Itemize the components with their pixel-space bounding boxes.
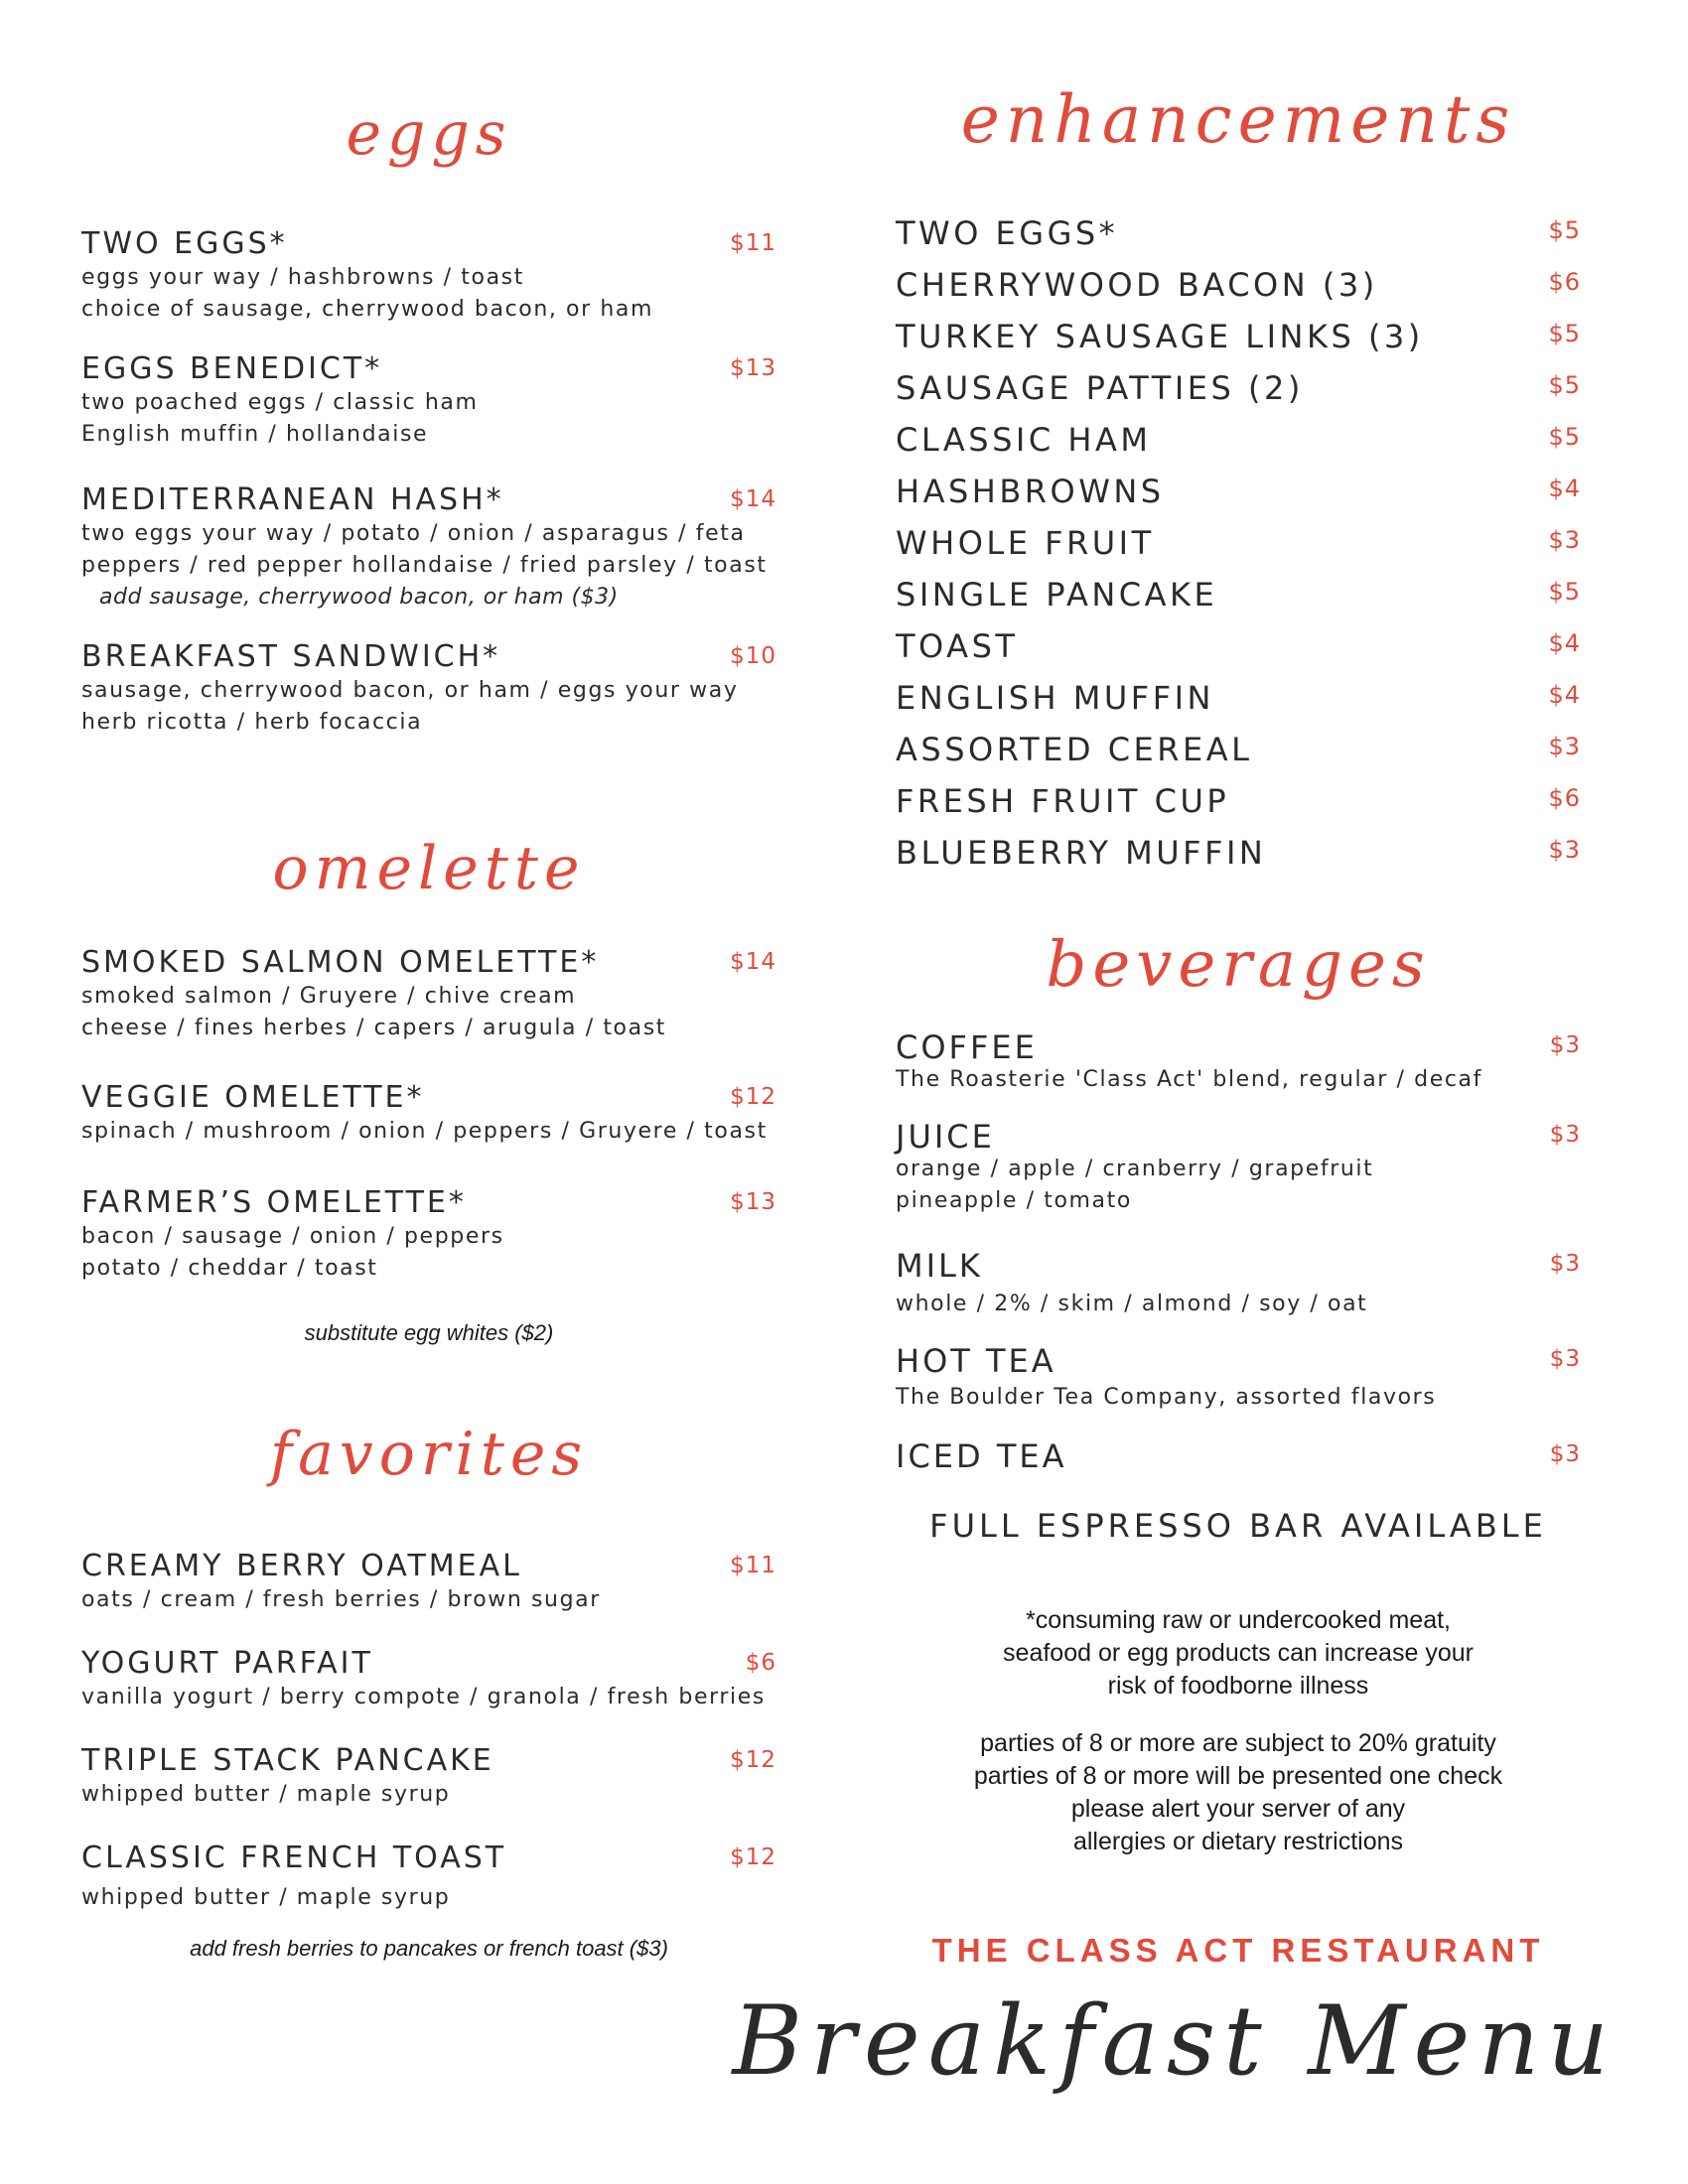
item-price: $3	[1549, 1441, 1581, 1467]
item-description: spinach / mushroom / onion / peppers / Gruyere / toast	[81, 1119, 768, 1144]
enhancements-heading: enhancements	[960, 81, 1516, 158]
item-name: ICED TEA	[896, 1437, 1067, 1475]
beverage-item	[896, 1247, 1581, 1320]
item-description: sausage, cherrywood bacon, or ham / eggs your way	[81, 678, 739, 703]
item-price: $6	[1548, 268, 1581, 296]
enhancement-item	[896, 524, 1581, 564]
enhancement-item	[896, 627, 1581, 667]
item-price: $5	[1548, 371, 1581, 399]
enhancement-item	[896, 214, 1581, 254]
item-price: $13	[730, 1189, 776, 1215]
item-price: $5	[1548, 320, 1581, 347]
item-description: peppers / red pepper hollandaise / fried parsley / toast	[81, 553, 768, 578]
menu-item	[81, 1080, 776, 1148]
item-description: whipped butter / maple syrup	[81, 1782, 451, 1807]
item-price: $6	[745, 1650, 776, 1676]
item-name: TWO EGGS*	[81, 226, 288, 261]
item-price: $11	[730, 1553, 776, 1578]
item-name: BLUEBERRY MUFFIN	[896, 834, 1267, 872]
item-name: FARMER’S OMELETTE*	[81, 1185, 467, 1220]
item-description: cheese / fines herbes / capers / arugula / toast	[81, 1016, 666, 1040]
menu-item	[81, 1549, 776, 1616]
enhancement-item	[896, 266, 1581, 306]
policy-line: allergies or dietary restrictions	[1072, 1828, 1404, 1855]
item-price: $3	[1549, 1251, 1581, 1277]
enhancement-item	[896, 576, 1581, 615]
item-price: $11	[730, 230, 776, 256]
item-name: WHOLE FRUIT	[896, 524, 1155, 562]
item-name: MILK	[896, 1247, 983, 1285]
item-price: $12	[730, 1844, 776, 1870]
item-addon-note: add sausage, cherrywood bacon, or ham ($3)	[99, 585, 619, 610]
enhancement-item	[896, 369, 1581, 409]
item-description: bacon / sausage / onion / peppers	[81, 1224, 504, 1249]
favorites-note: add fresh berries to pancakes or french toast ($3)	[190, 1936, 668, 1961]
item-price: $3	[1548, 733, 1581, 760]
menu-item	[81, 945, 776, 1044]
item-description: whipped butter / maple syrup	[81, 1885, 451, 1910]
item-price: $4	[1548, 475, 1581, 502]
item-name: FRESH FRUIT CUP	[896, 782, 1230, 820]
omelette-note: substitute egg whites ($2)	[304, 1320, 554, 1345]
disclaimer-line: *consuming raw or undercooked meat,	[1025, 1606, 1451, 1634]
item-price: $5	[1548, 216, 1581, 244]
menu-item	[81, 1743, 776, 1811]
item-description: English muffin / hollandaise	[81, 422, 429, 447]
beverages-heading: beverages	[1046, 928, 1431, 1002]
item-name: ENGLISH MUFFIN	[896, 679, 1214, 717]
item-name: EGGS BENEDICT*	[81, 351, 383, 386]
item-description: eggs your way / hashbrowns / toast	[81, 265, 524, 290]
item-price: $3	[1548, 526, 1581, 554]
item-name: JUICE	[896, 1118, 995, 1156]
menu-item	[81, 1646, 776, 1713]
enhancement-item	[896, 318, 1581, 357]
item-description: pineapple / tomato	[896, 1188, 1132, 1213]
beverage-item	[896, 1028, 1581, 1096]
item-price: $3	[1548, 836, 1581, 864]
item-price: $3	[1549, 1122, 1581, 1148]
menu-item	[81, 1841, 776, 1914]
item-name: CLASSIC HAM	[896, 421, 1152, 459]
item-name: VEGGIE OMELETTE*	[81, 1080, 425, 1115]
item-price: $5	[1548, 578, 1581, 606]
item-name: CHERRYWOOD BACON (3)	[896, 266, 1378, 304]
item-price: $10	[730, 643, 776, 669]
item-price: $4	[1548, 629, 1581, 657]
item-price: $6	[1548, 784, 1581, 812]
beverage-item	[896, 1118, 1581, 1217]
item-description: choice of sausage, cherrywood bacon, or ham	[81, 297, 654, 322]
omelette-heading: omelette	[272, 834, 586, 903]
menu-item	[81, 482, 776, 614]
beverage-item	[896, 1437, 1581, 1473]
menu-item	[81, 351, 776, 451]
item-price: $12	[730, 1747, 776, 1773]
item-name: MEDITERRANEAN HASH*	[81, 482, 504, 517]
enhancement-item	[896, 731, 1581, 770]
item-description: orange / apple / cranberry / grapefruit	[896, 1157, 1374, 1181]
item-name: TOAST	[896, 627, 1019, 665]
item-description: smoked salmon / Gruyere / chive cream	[81, 984, 577, 1009]
menu-title: Breakfast Menu	[732, 1985, 1617, 2097]
item-description: two poached eggs / classic ham	[81, 390, 479, 415]
restaurant-name: THE CLASS ACT RESTAURANT	[931, 1932, 1545, 1969]
favorites-heading: favorites	[269, 1420, 589, 1489]
item-name: HOT TEA	[896, 1342, 1056, 1380]
item-name: SINGLE PANCAKE	[896, 576, 1218, 614]
item-price: $12	[730, 1084, 776, 1110]
item-price: $4	[1548, 681, 1581, 709]
item-name: TRIPLE STACK PANCAKE	[81, 1743, 494, 1778]
disclaimer-line: seafood or egg products can increase your	[1003, 1639, 1474, 1667]
item-name: SAUSAGE PATTIES (2)	[896, 369, 1304, 407]
item-description: The Roasterie 'Class Act' blend, regular / decaf	[896, 1067, 1482, 1092]
item-price: $3	[1549, 1346, 1581, 1372]
item-name: BREAKFAST SANDWICH*	[81, 639, 501, 674]
disclaimer-line: risk of foodborne illness	[1107, 1672, 1369, 1700]
item-description: two eggs your way / potato / onion / asparagus / feta	[81, 521, 746, 546]
item-name: CREAMY BERRY OATMEAL	[81, 1549, 522, 1583]
item-description: The Boulder Tea Company, assorted flavors	[896, 1385, 1437, 1410]
policy-line: parties of 8 or more are subject to 20% gratuity	[980, 1729, 1496, 1757]
beverage-item	[896, 1342, 1581, 1414]
enhancement-item	[896, 679, 1581, 719]
eggs-heading: eggs	[346, 99, 512, 169]
enhancement-item	[896, 834, 1581, 874]
item-price: $5	[1548, 423, 1581, 451]
item-description: herb ricotta / herb focaccia	[81, 710, 423, 735]
item-description: oats / cream / fresh berries / brown sugar	[81, 1587, 601, 1612]
item-name: COFFEE	[896, 1028, 1038, 1066]
item-name: ASSORTED CEREAL	[896, 731, 1253, 768]
item-price: $13	[730, 355, 776, 381]
menu-item	[81, 226, 776, 326]
item-name: SMOKED SALMON OMELETTE*	[81, 945, 600, 980]
item-description: vanilla yogurt / berry compote / granola / fresh berries	[81, 1685, 766, 1709]
item-price: $3	[1549, 1032, 1581, 1058]
item-name: CLASSIC FRENCH TOAST	[81, 1841, 507, 1875]
policy-line: please alert your server of any	[1070, 1795, 1406, 1823]
enhancement-item	[896, 421, 1581, 461]
enhancement-item	[896, 782, 1581, 822]
item-name: YOGURT PARFAIT	[81, 1646, 373, 1681]
item-description: potato / cheddar / toast	[81, 1256, 378, 1281]
item-name: TWO EGGS*	[896, 214, 1119, 252]
item-name: TURKEY SAUSAGE LINKS (3)	[896, 318, 1424, 355]
menu-item	[81, 639, 776, 739]
menu-item	[81, 1185, 776, 1285]
item-price: $14	[730, 486, 776, 512]
item-name: HASHBROWNS	[896, 473, 1165, 510]
enhancement-item	[896, 473, 1581, 512]
party-policies	[896, 1727, 1581, 1858]
food-safety-disclaimer	[896, 1604, 1581, 1703]
item-description: whole / 2% / skim / almond / soy / oat	[896, 1292, 1368, 1316]
policy-line: parties of 8 or more will be presented one check	[973, 1762, 1503, 1790]
item-price: $14	[730, 949, 776, 975]
espresso-bar-note: FULL ESPRESSO BAR AVAILABLE	[929, 1507, 1547, 1545]
